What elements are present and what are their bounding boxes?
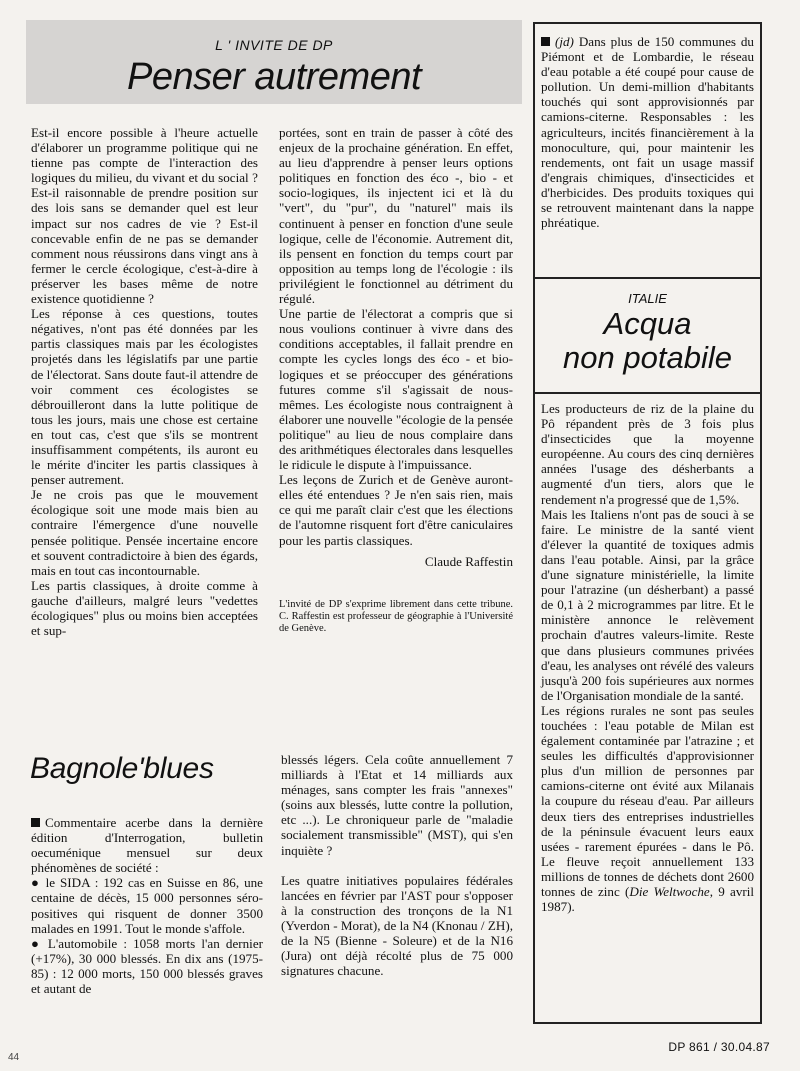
author-signature: Claude Raffestin (424, 553, 513, 569)
paragraph (31, 815, 263, 875)
divider (533, 277, 762, 279)
paragraph: Est-il encore possible à l'heure actuelle d'élaborer un programme politique qui ne tienne pas compte de l'interaction des logiques du milieu, du vivant et du social ? Est-il raisonnable de prendre position sur des lois sans se demander quel est leur impact sur nos cadres de vie ? Est-il concevable enfin de ne pas se demander comment nous réussirons dans vingt ans à fermer le cercle écologique, c'est-à-dire à préserver les bases même de notre existence quotidienne ? (31, 125, 258, 307)
source-date: , 9 avril 1987). (541, 884, 754, 915)
bagnole-column-1 (31, 815, 263, 996)
brief-text: Dans plus de 150 communes du Piémont et de Lombardie, le réseau d'eau potable a été coupé pour cause de pollution. Un demi-million d'habitants touchés qui sont approvisionnés par camions-citerne. Responsables : les agriculteurs, incités financièrement à la monoculture, qui, pour maintenir les rendements, ont fait un usage massif d'engrais chimiques, d'insecticides et d'herbicides. Des produits toxiques qui se retrouvent maintenant dans la nappe phréatique. (541, 34, 754, 231)
source-title: Die Weltwoche (629, 884, 710, 899)
paragraph: ● le SIDA : 192 cas en Suisse en 86, une centaine de décès, 15 000 personnes séro-positives qui risquent de donner 3500 malades en 1991. Tout le monde s'affole. (31, 875, 263, 936)
brief-source: (jd) (555, 34, 574, 49)
issue-code: DP 861 / 30.04.87 (668, 1040, 770, 1054)
square-bullet-icon (541, 37, 550, 46)
tribune-note: L'invité de DP s'exprime librement dans cette tribune. C. Raffestin est professeur de géographie à l'Université de Genève. (279, 598, 513, 634)
paragraph: Les quatre initiatives populaires fédérales lancées en février par l'AST pour s'opposer à la construction des tronçons de la N1 (Yverdon - Morat), de la N4 (Knonau / ZH), de la N5 (Bienne - Soleure) et de la N16 (Jura) ont déjà récolté plus de 75 000 signatures chacune. (281, 872, 513, 979)
italie-title (533, 307, 762, 375)
paragraph: Les producteurs de riz de la plaine du Pô répandent près de 3 fois plus d'insecticides que la moyenne européenne. Au cours des cinq dernières années l'usage des désherbants a augmenté d'un tiers, alors que le rendement n'a progressé que de 1,5%. (541, 401, 754, 507)
paragraph: Les leçons de Zurich et de Genève auront-elles été entendues ? Je n'en sais rien, mais ce qui me paraît clair c'est que les élections de l'automne risquent fort d'être caniculaires pour les partis classiques. (279, 472, 513, 548)
italie-column (541, 401, 754, 914)
article-title: Penser autrement (126, 56, 422, 98)
paragraph: blessés légers. Cela coûte annuellement 7 milliards à l'Etat et 14 milliards aux ménages, sans compter les frais "annexes" (soins aux blessés, lutte contre la pollution, etc ...). Le chroniqueur parle de "maladie socialement transmissible" (MST), qui s'en inquiète ? (281, 752, 513, 858)
paragraph: Les partis classiques, à droite comme à gauche d'ailleurs, malgré leurs "vedettes écologiques" plus ou moins bien acceptées et sup- (31, 577, 258, 639)
paragraph: Une partie de l'électorat a compris que si nous voulions continuer à vivre dans des conditions acceptables, il fallait prendre en compte les cycles longs des éco - et bio-logiques et se préoccuper des générations futures comme s'il s'agissait de nous-mêmes. Les écologiste nous contraignent à élaborer une nouvelle "écologie de la pensée politique" au lieu de nous complaire dans des arithmétiques électorales dans lesquelles le ridicule le dispute à l'impuissance. (279, 306, 513, 473)
article-column-1 (31, 125, 258, 638)
brief-column (541, 34, 754, 230)
page-number: 44 (8, 1052, 20, 1063)
bagnole-title: Bagnole'blues (30, 752, 214, 785)
bagnole-column-2 (281, 752, 513, 978)
italie-title-line-2: non potabile (563, 340, 732, 375)
paragraph: Je ne crois pas que le mouvement écologique soit une mode mais bien au contraire l'émergence d'une nouvelle pensée politique. Pensée incertaine encore et souvent contradictoire à bien des égards, mais en tout cas incontournable. (31, 487, 258, 578)
paragraph: ● L'automobile : 1058 morts l'an dernier (+17%), 30 000 blessés. En dix ans (1975-85) : 12 000 morts, 150 000 blessés graves et autant de (31, 935, 263, 997)
paragraph: portées, sont en train de passer à côté des enjeux de la prochaine génération. En effet, au lieu d'apprendre à penser leurs options politiques en fonction des éco -, bio - et socio-logiques, ils injectent ici et là du "vert", du "pur", du "naturel" mais ils continuent à penser en fonction d'une seule logique, celle de l'économie. Autrement dit, ils pensent en fonction du temps court par opposition au temps long de l'écologie : ils privilégient le fonctionnel au détriment du régulé. (279, 125, 513, 307)
main-article-header (26, 20, 522, 104)
italie-title-line-1: Acqua (603, 306, 692, 341)
divider (533, 392, 762, 394)
article-column-2 (279, 125, 513, 635)
italie-paragraph-3: Les régions rurales ne sont pas seules touchées : l'eau potable de Milan est également contaminée par l'atrazine ; et seules les difficultés d'approvisionner plus d'un million de personnes par camions-citerne ont évité aux Milanais la coupure du réseau d'eau. Par ailleurs deux tiers des entreprises industrielles de la péninsule évacuent leurs eaux usées - rarement épurées - dans le Pô. Le fleuve reçoit annuellement 133 millions de tonnes de déchets dont 2600 tonnes de zinc (541, 702, 754, 899)
paragraph: Les réponse à ces questions, toutes négatives, n'ont pas été données par les partis classiques mais par les écologistes projetés dans les législatifs par une partie de l'électorat. Sans doute faut-il attendre de voir comment ces écologistes se débrouilleront dans la lutte politique de tous les jours, mais une chose est certaine en tout cas, c'est que s'ils se montrent insuffisamment compétents, ils auront eu le mérite d'inciter les partis classiques à penser autrement. (31, 306, 258, 488)
bagnole-intro: Commentaire acerbe dans la dernière édition d'Interrogation, bulletin oecuménique mensuel sur deux phénomènes de société : (31, 815, 263, 876)
paragraph: Les régions rurales ne sont pas seules touchées : l'eau potable de Milan est également contaminée par l'atrazine ; et seules les difficultés d'approvisionner plus d'un million de personnes par camions-citerne ont évité aux Milanais la coupure du réseau d'eau. Par ailleurs deux tiers des entreprises industrielles de la péninsule évacuent leurs eaux usées - rarement épurées - dans le Pô. Le fleuve reçoit annuellement 133 millions de tonnes de déchets dont 2600 tonnes de zinc (Die Weltwoche, 9 avril 1987). (541, 702, 754, 915)
italie-kicker: ITALIE (628, 291, 667, 306)
paragraph (541, 34, 754, 230)
paragraph: Mais les Italiens n'ont pas de souci à se faire. Le ministre de la santé vient d'élever la quantité de toxiques admis dans l'eau potable. Ainsi, par la grâce d'une signature ministérielle, la limite pour l'atrazine (un désherbant) a passé de 0,1 à 2 microgrammes par litre. Et le ministère annonce le relèvement prochain d'autres valeurs-limite. Reste que dans plusieurs communes privées d'eau, les analyses ont révélé des valeurs jusqu'à 200 fois supérieures aux normes de l'Organisation mondiale de la santé. (541, 506, 754, 703)
article-kicker: L ' INVITE DE DP (215, 37, 333, 53)
square-bullet-icon (31, 818, 40, 827)
